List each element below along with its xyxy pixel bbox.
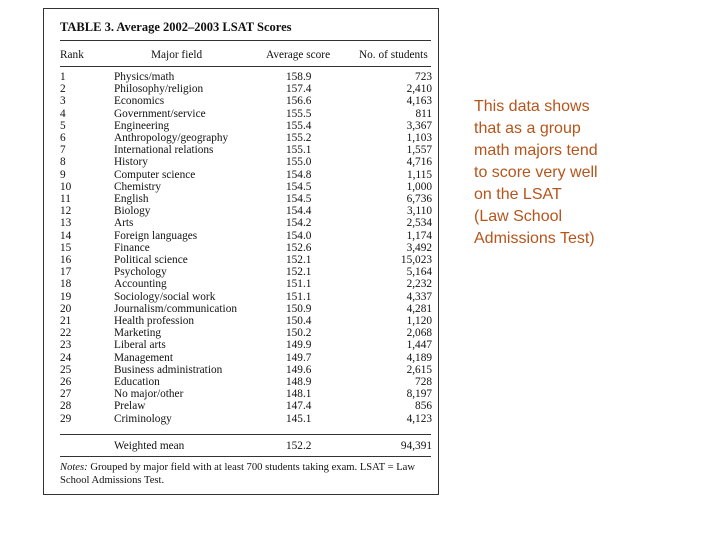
cell-no-of-students: 2,534 [406, 217, 432, 230]
cell-rank: 1 [60, 71, 66, 83]
cell-average-score: 150.2 [286, 327, 312, 340]
cell-rank: 2 [60, 83, 66, 96]
weighted-mean-label: Weighted mean [114, 440, 185, 452]
notes-label: Notes: [60, 462, 88, 473]
cell-major-field: No major/other [114, 388, 184, 401]
cell-no-of-students: 6,736 [406, 193, 432, 205]
cell-major-field: Economics [114, 95, 165, 108]
cell-no-of-students: 1,120 [406, 315, 432, 327]
cell-major-field: Foreign languages [114, 229, 198, 242]
cell-rank: 24 [60, 351, 72, 364]
cell-rank: 18 [60, 278, 72, 291]
cell-no-of-students: 3,492 [406, 241, 432, 254]
cell-no-of-students: 2,410 [406, 83, 432, 96]
cell-average-score: 152.1 [286, 254, 312, 266]
cell-average-score: 148.9 [286, 376, 312, 388]
cell-rank: 6 [60, 132, 66, 144]
cell-no-of-students: 15,023 [400, 254, 432, 266]
cell-average-score: 156.6 [286, 95, 312, 108]
cell-no-of-students: 811 [415, 107, 432, 120]
cell-rank: 26 [60, 376, 72, 388]
table-title: TABLE 3. Average 2002–2003 LSAT Scores [60, 20, 292, 34]
side-note-line: This data shows [474, 98, 590, 115]
cell-average-score: 155.0 [286, 156, 312, 169]
cell-average-score: 154.4 [286, 205, 312, 218]
cell-major-field: Computer science [114, 168, 196, 181]
cell-major-field: Journalism/communication [114, 302, 237, 315]
cell-rank: 11 [60, 193, 71, 205]
cell-no-of-students: 1,447 [406, 339, 432, 352]
cell-major-field: Political science [114, 254, 188, 266]
cell-major-field: Marketing [114, 327, 162, 340]
side-note-line: to score very well [474, 164, 598, 181]
cell-major-field: Finance [114, 241, 150, 254]
side-note-line: Admissions Test) [474, 230, 595, 247]
cell-no-of-students: 1,103 [406, 132, 432, 144]
side-note [474, 96, 644, 250]
cell-major-field: Philosophy/religion [114, 83, 204, 96]
cell-no-of-students: 1,000 [406, 180, 432, 193]
cell-rank: 15 [60, 241, 72, 254]
cell-major-field: Accounting [114, 278, 167, 291]
cell-average-score: 149.6 [286, 363, 312, 376]
cell-average-score: 154.0 [286, 229, 312, 242]
cell-rank: 13 [60, 217, 72, 230]
cell-rank: 28 [60, 400, 72, 413]
cell-major-field: Education [114, 376, 160, 388]
cell-major-field: Biology [114, 205, 151, 218]
side-note-line: that as a group [474, 120, 581, 137]
cell-major-field: English [114, 193, 149, 205]
notes-text: Grouped by major field with at least 700 students taking exam. LSAT = Law School Admissions Test. [60, 462, 416, 486]
cell-rank: 23 [60, 339, 72, 352]
cell-major-field: Sociology/social work [114, 290, 216, 303]
cell-rank: 8 [60, 156, 66, 169]
cell-no-of-students: 4,123 [406, 412, 432, 425]
cell-average-score: 157.4 [286, 83, 312, 96]
cell-average-score: 150.9 [286, 302, 312, 315]
cell-average-score: 150.4 [286, 315, 312, 327]
title-rule [60, 40, 431, 41]
table-frame [43, 8, 439, 495]
cell-major-field: Engineering [114, 119, 170, 132]
cell-average-score: 158.9 [286, 71, 312, 83]
cell-average-score: 151.1 [286, 278, 312, 291]
cell-major-field: Chemistry [114, 180, 162, 193]
cell-average-score: 151.1 [286, 290, 312, 303]
cell-average-score: 155.1 [286, 144, 312, 157]
cell-no-of-students: 4,281 [406, 302, 432, 315]
header-rule [60, 66, 431, 67]
summary-rule [60, 434, 431, 435]
cell-rank: 16 [60, 254, 72, 266]
cell-no-of-students: 1,174 [406, 229, 432, 242]
cell-average-score: 155.2 [286, 132, 312, 144]
cell-no-of-students: 4,337 [406, 290, 432, 303]
cell-no-of-students: 3,367 [406, 119, 432, 132]
cell-no-of-students: 3,110 [407, 205, 432, 218]
cell-rank: 27 [60, 388, 72, 401]
cell-major-field: Health profession [114, 315, 194, 327]
cell-rank: 21 [60, 315, 72, 327]
cell-rank: 12 [60, 205, 72, 218]
cell-rank: 25 [60, 363, 72, 376]
cell-no-of-students: 723 [415, 71, 432, 83]
cell-no-of-students: 8,197 [406, 388, 432, 401]
cell-average-score: 152.6 [286, 241, 312, 254]
cell-no-of-students: 2,615 [406, 363, 432, 376]
cell-average-score: 154.8 [286, 168, 312, 181]
side-note-line: math majors tend [474, 142, 598, 159]
cell-no-of-students: 5,164 [406, 266, 432, 279]
header-major-field: Major field [151, 49, 203, 61]
cell-major-field: Physics/math [114, 71, 175, 83]
cell-no-of-students: 1,557 [406, 144, 432, 157]
cell-no-of-students: 1,115 [407, 168, 432, 181]
cell-major-field: Psychology [114, 266, 167, 279]
cell-rank: 19 [60, 290, 72, 303]
cell-average-score: 154.5 [286, 180, 312, 193]
header-no-of-students: No. of students [359, 49, 428, 61]
cell-rank: 22 [60, 327, 72, 340]
side-note-line: (Law School [474, 208, 563, 225]
table-notes [60, 461, 432, 487]
cell-rank: 10 [60, 180, 72, 193]
cell-average-score: 155.5 [286, 107, 312, 120]
cell-rank: 4 [60, 107, 66, 120]
cell-major-field: International relations [114, 144, 214, 157]
cell-major-field: Government/service [114, 107, 206, 120]
cell-average-score: 154.2 [286, 217, 312, 230]
cell-no-of-students: 4,189 [406, 351, 432, 364]
cell-no-of-students: 4,163 [406, 95, 432, 108]
cell-major-field: History [114, 156, 148, 169]
cell-rank: 3 [60, 95, 66, 108]
side-note-line: on the LSAT [474, 186, 562, 203]
cell-major-field: Prelaw [114, 400, 146, 413]
cell-rank: 29 [60, 412, 72, 425]
cell-major-field: Criminology [114, 412, 172, 425]
cell-average-score: 149.9 [286, 339, 312, 352]
cell-major-field: Liberal arts [114, 339, 166, 352]
cell-rank: 9 [60, 168, 66, 181]
cell-no-of-students: 2,232 [406, 278, 432, 291]
cell-rank: 5 [60, 119, 66, 132]
cell-major-field: Business administration [114, 363, 223, 376]
cell-major-field: Management [114, 351, 173, 364]
cell-average-score: 148.1 [286, 388, 312, 401]
cell-no-of-students: 728 [415, 376, 432, 388]
cell-average-score: 145.1 [286, 412, 312, 425]
cell-average-score: 149.7 [286, 351, 312, 364]
weighted-mean-students: 94,391 [400, 440, 432, 452]
cell-rank: 14 [60, 229, 72, 242]
cell-rank: 17 [60, 266, 72, 279]
cell-average-score: 155.4 [286, 119, 312, 132]
header-average-score: Average score [266, 49, 331, 61]
header-rank: Rank [60, 49, 84, 61]
cell-major-field: Anthropology/geography [114, 132, 229, 144]
notes-rule [60, 456, 431, 457]
cell-average-score: 147.4 [286, 400, 312, 413]
weighted-mean-score: 152.2 [286, 440, 312, 452]
cell-no-of-students: 4,716 [406, 156, 432, 169]
cell-average-score: 154.5 [286, 193, 312, 205]
cell-no-of-students: 856 [415, 400, 432, 413]
cell-no-of-students: 2,068 [406, 327, 432, 340]
cell-average-score: 152.1 [286, 266, 312, 279]
cell-rank: 20 [60, 302, 72, 315]
cell-rank: 7 [60, 144, 66, 157]
cell-major-field: Arts [114, 217, 134, 230]
